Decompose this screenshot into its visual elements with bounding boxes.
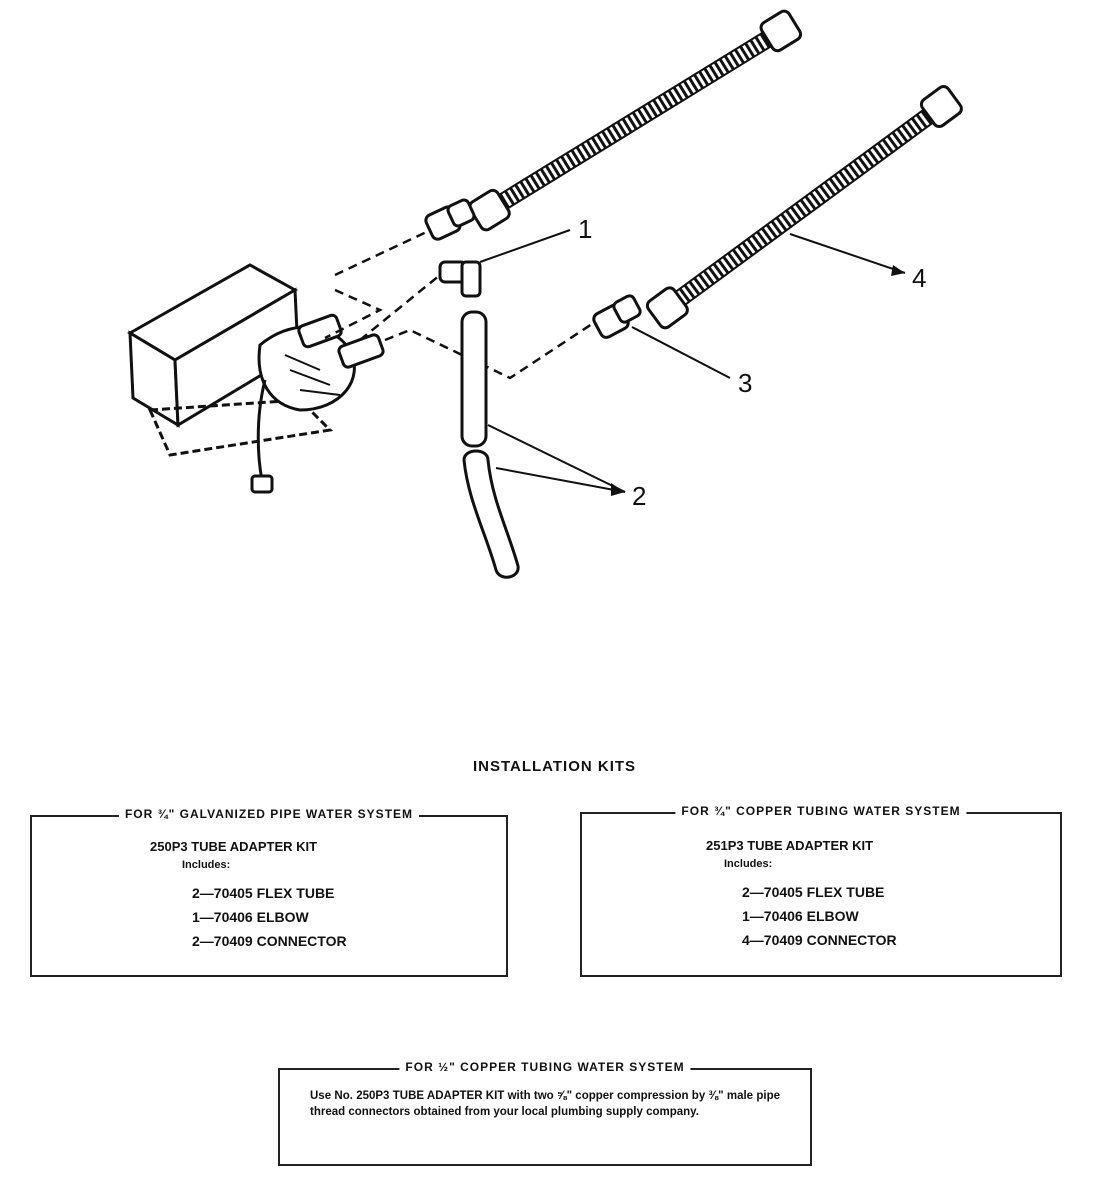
callout-3: 3 bbox=[738, 368, 753, 398]
kit-parts-list bbox=[192, 881, 347, 953]
kit-box-galvanized bbox=[30, 807, 508, 977]
kit-part-item: 2—70405 FLEX TUBE bbox=[192, 885, 335, 901]
note-text: Use No. 250P3 TUBE ADAPTER KIT with two ⅝" copper compression by ⅜" male pipe thread connectors obtained from your local plumbing supply company. bbox=[310, 1090, 780, 1118]
kit-part-item: 1—70406 ELBOW bbox=[742, 908, 859, 924]
kit-includes-label: Includes: bbox=[182, 859, 231, 871]
note-box-legend: FOR ½" COPPER TUBING WATER SYSTEM bbox=[399, 1060, 690, 1074]
kit-box-copper-three-quarter bbox=[580, 804, 1062, 977]
kit-box-legend: FOR ¾" GALVANIZED PIPE WATER SYSTEM bbox=[119, 807, 419, 821]
kit-part-item: 2—70409 CONNECTOR bbox=[192, 933, 347, 949]
flex-tube-lower bbox=[645, 84, 964, 330]
kit-part-item: 4—70409 CONNECTOR bbox=[742, 932, 897, 948]
kit-part-item: 1—70406 ELBOW bbox=[192, 909, 309, 925]
callout-leader-lines bbox=[480, 230, 905, 492]
kit-box-legend: FOR ¾" COPPER TUBING WATER SYSTEM bbox=[675, 804, 966, 818]
installation-kits-title: INSTALLATION KITS bbox=[472, 758, 637, 775]
elbow-fitting bbox=[440, 262, 480, 296]
connector-upper bbox=[424, 198, 476, 241]
kit-parts-list bbox=[742, 880, 897, 952]
water-valve-assembly bbox=[130, 265, 384, 492]
callout-1: 1 bbox=[578, 214, 593, 244]
arrowhead-2 bbox=[611, 483, 625, 496]
kit-name: 251P3 TUBE ADAPTER KIT bbox=[706, 838, 874, 853]
flex-tube-upper bbox=[467, 9, 802, 232]
kit-includes-label: Includes: bbox=[724, 858, 773, 870]
kit-part-item: 2—70405 FLEX TUBE bbox=[742, 884, 885, 900]
connector-lower bbox=[592, 294, 642, 339]
note-box-copper-half-inch bbox=[278, 1060, 812, 1166]
callout-2: 2 bbox=[632, 481, 647, 511]
arrowhead-4 bbox=[891, 265, 905, 276]
kit-name: 250P3 TUBE ADAPTER KIT bbox=[150, 839, 318, 854]
plastic-tube-pieces bbox=[462, 312, 518, 577]
callout-4: 4 bbox=[912, 263, 927, 293]
